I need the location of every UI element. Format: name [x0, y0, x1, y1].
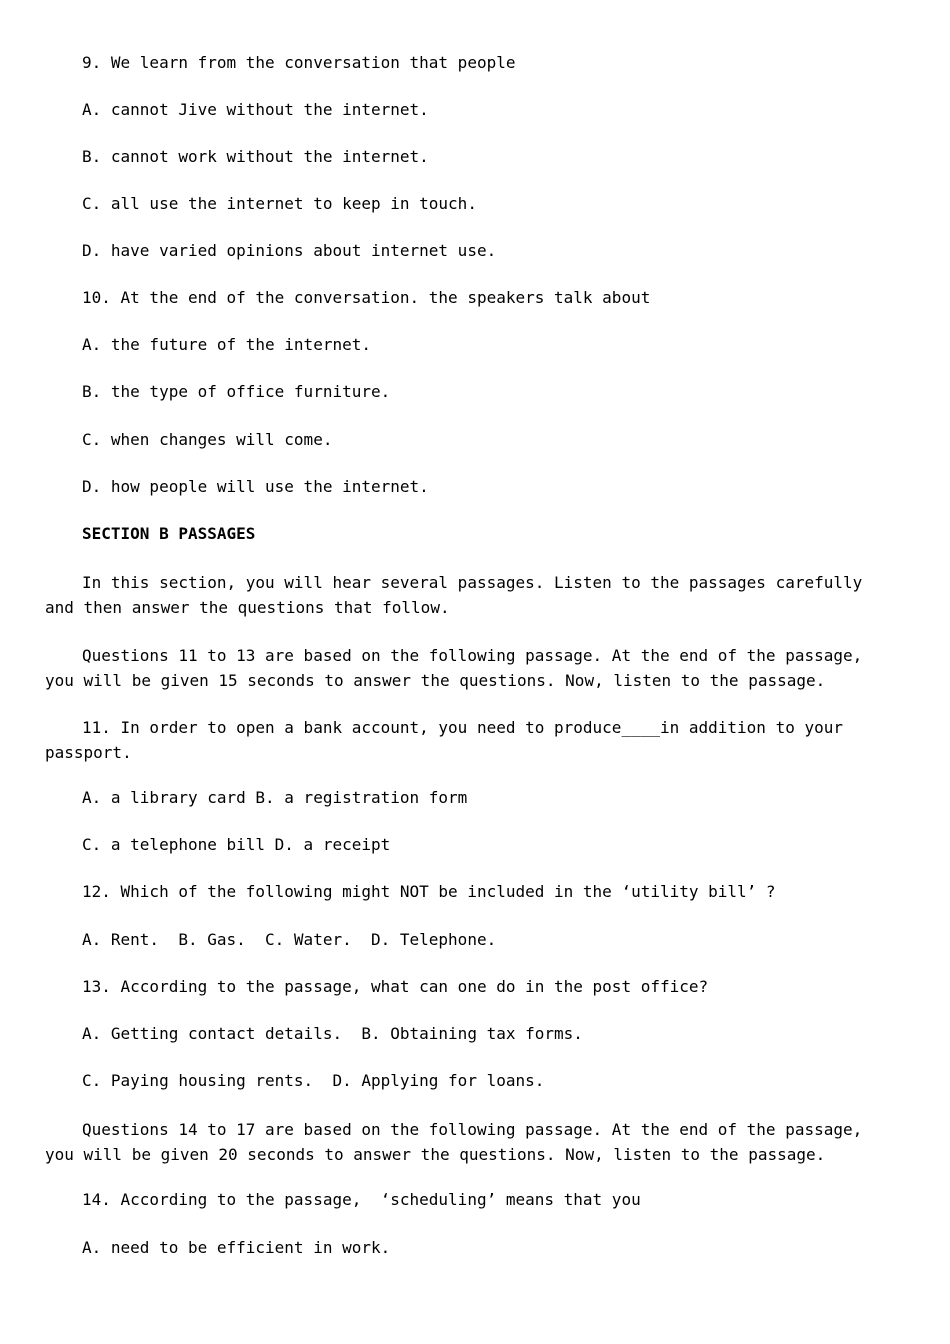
question-9-option-b: B. cannot work without the internet. — [82, 147, 429, 166]
question-14-stem: 14. According to the passage, ‘scheduling’ means that you — [82, 1190, 641, 1209]
question-9-option-d: D. have varied opinions about internet use. — [82, 241, 497, 260]
question-12-options: A. Rent. B. Gas. C. Water. D. Telephone. — [82, 930, 497, 949]
question-12-stem: 12. Which of the following might NOT be included in the ‘utility bill’ ? — [82, 882, 776, 901]
question-10-stem: 10. At the end of the conversation. the speakers talk about — [82, 288, 651, 307]
question-10-option-d: D. how people will use the internet. — [82, 477, 429, 496]
question-14-option-a: A. need to be efficient in work. — [82, 1238, 391, 1257]
question-11-options-cd: C. a telephone bill D. a receipt — [82, 835, 391, 854]
section-b-heading: SECTION B PASSAGES — [82, 524, 256, 543]
question-9-option-c: C. all use the internet to keep in touch. — [82, 194, 477, 213]
question-10-option-c: C. when changes will come. — [82, 430, 333, 449]
passage-1-instructions: Questions 11 to 13 are based on the following passage. At the end of the passage, you will be given 15 seconds to answer the questions. Now, listen to the passage. — [45, 646, 863, 690]
passage-2-instructions: Questions 14 to 17 are based on the following passage. At the end of the passage, you will be given 20 seconds to answer the questions. Now, listen to the passage. — [45, 1120, 863, 1164]
question-13-options-ab: A. Getting contact details. B. Obtaining tax forms. — [82, 1024, 583, 1043]
question-13-options-cd: C. Paying housing rents. D. Applying for loans. — [82, 1071, 545, 1090]
question-11-options-ab: A. a library card B. a registration form — [82, 788, 468, 807]
question-13-stem: 13. According to the passage, what can one do in the post office? — [82, 977, 709, 996]
question-10-option-a: A. the future of the internet. — [82, 335, 371, 354]
section-b-intro: In this section, you will hear several passages. Listen to the passages carefully and then answer the questions that follow. — [45, 573, 863, 617]
question-11-stem: 11. In order to open a bank account, you need to produce____in addition to your passport. — [45, 718, 843, 762]
question-10-option-b: B. the type of office furniture. — [82, 382, 391, 401]
question-9-option-a: A. cannot Jive without the internet. — [82, 100, 429, 119]
question-9-stem: 9. We learn from the conversation that people — [82, 53, 516, 72]
